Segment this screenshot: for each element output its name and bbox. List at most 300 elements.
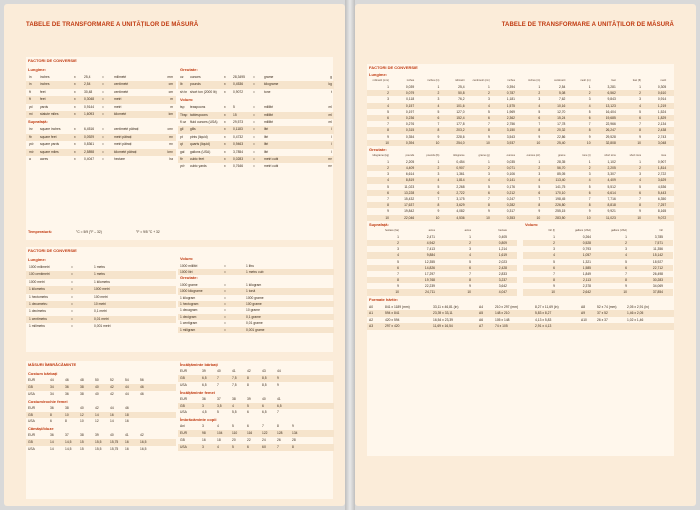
cell: 1,829 bbox=[657, 115, 667, 120]
cell: 0,264 bbox=[582, 234, 591, 239]
cell: centimetri pătrați bbox=[114, 127, 139, 132]
size-row bbox=[178, 437, 334, 444]
cell: USA bbox=[180, 445, 187, 450]
cell: 54 bbox=[125, 378, 129, 382]
size-row bbox=[178, 444, 334, 451]
cell: 1 bbox=[487, 85, 490, 89]
cell: 16,404 bbox=[605, 109, 616, 114]
cell: tone bbox=[264, 89, 271, 94]
section-volume-text: Volum: bbox=[180, 256, 194, 261]
paper-row bbox=[367, 310, 674, 317]
cell: 0,528 bbox=[582, 240, 591, 245]
cell: 0,0929 bbox=[84, 134, 95, 139]
cell: mi² bbox=[29, 149, 34, 154]
cell: A3 bbox=[369, 324, 374, 329]
cell: ft bbox=[29, 89, 31, 94]
cell: A2 bbox=[369, 317, 374, 322]
cell: 40 bbox=[262, 396, 266, 401]
cell: 1,575 bbox=[506, 103, 515, 108]
column-header: tone (t) bbox=[582, 153, 591, 157]
cell: 8 bbox=[50, 412, 52, 417]
cell: 34 bbox=[50, 391, 54, 396]
column-header: acres bbox=[428, 228, 435, 232]
cell: 6 bbox=[538, 190, 541, 195]
cell: 0,787 bbox=[506, 91, 515, 96]
cell: 32,808 bbox=[605, 140, 616, 145]
cell: cm² bbox=[167, 127, 173, 132]
cell: 1,181 bbox=[506, 97, 515, 102]
column-header: hectare bbox=[498, 228, 507, 232]
table-block bbox=[178, 256, 334, 333]
cell: 10 bbox=[637, 215, 641, 220]
cell: x bbox=[224, 156, 226, 161]
cell: 0,9463 bbox=[233, 142, 244, 147]
cell: 17,637 bbox=[404, 203, 415, 208]
cell: litri bbox=[264, 127, 269, 132]
cell: 1 decimetru bbox=[29, 309, 47, 314]
cell: 4,536 bbox=[657, 184, 667, 189]
size-row bbox=[26, 446, 176, 453]
cell: A10 bbox=[581, 317, 587, 322]
cell: 9 bbox=[588, 209, 591, 214]
cell: 0,039 bbox=[405, 85, 415, 89]
cell: 113,40 bbox=[555, 178, 566, 183]
cell: 0,405 bbox=[498, 234, 507, 239]
cell: 1 decametru bbox=[29, 301, 48, 306]
column-header: tone bbox=[661, 153, 667, 157]
cell: 8,5 bbox=[262, 382, 267, 387]
section-length-text: Lungime: bbox=[369, 72, 387, 77]
table-block bbox=[178, 361, 334, 451]
cell: 7 bbox=[588, 122, 591, 127]
cell: 2,378 bbox=[582, 284, 591, 289]
section-area bbox=[26, 118, 176, 126]
cell: = bbox=[102, 111, 104, 116]
cell: USA bbox=[28, 419, 35, 424]
cell: 0,4536 bbox=[233, 82, 244, 87]
cell: 33,11 x 46,81 (in) bbox=[433, 304, 459, 309]
cell: 1,219 bbox=[657, 103, 667, 108]
cell: 1 bbox=[437, 159, 440, 164]
cell: 40 bbox=[80, 405, 84, 410]
cell: 2,428 bbox=[498, 265, 507, 270]
cell: 42 bbox=[110, 384, 114, 389]
cell: l bbox=[331, 127, 332, 132]
column-header: metri (m) bbox=[580, 79, 591, 82]
cell: 3 bbox=[487, 172, 490, 177]
cell: 3 bbox=[639, 97, 641, 102]
row-length bbox=[26, 89, 176, 96]
cell: 28,35 bbox=[557, 159, 566, 164]
column-header: grame (g) bbox=[478, 153, 490, 157]
cell: 4,409 bbox=[405, 166, 415, 171]
cell: 44 bbox=[50, 378, 54, 382]
cell: 101,6 bbox=[456, 103, 465, 108]
cell: 10 bbox=[80, 419, 84, 424]
cell: yards bbox=[40, 104, 49, 109]
cell: 10 bbox=[467, 290, 471, 295]
cell: 39 bbox=[95, 433, 99, 438]
cell: 9 bbox=[437, 134, 440, 139]
cell: 1 kilometru bbox=[29, 287, 46, 292]
cell: 8,818 bbox=[607, 203, 616, 208]
column-header: milimetri bbox=[454, 79, 465, 82]
cell: 134 bbox=[292, 431, 298, 436]
cell: 16 bbox=[125, 447, 129, 452]
cell: 26 bbox=[277, 438, 281, 443]
cell: 10 bbox=[623, 290, 627, 295]
cell: mm bbox=[167, 75, 173, 79]
cell: 3 bbox=[639, 172, 641, 177]
column-header: short tons bbox=[629, 153, 641, 157]
column-header: ounces bbox=[506, 153, 515, 157]
cell: 4 bbox=[232, 403, 234, 408]
cell: 1 bbox=[553, 234, 555, 239]
cell: = bbox=[102, 127, 104, 132]
cell: 8 bbox=[625, 278, 627, 283]
row-volume bbox=[178, 141, 334, 148]
cell: x bbox=[224, 112, 226, 117]
cell: 1 bbox=[387, 85, 389, 89]
cell: 5 bbox=[387, 109, 389, 114]
cell: litri bbox=[264, 142, 269, 147]
cell: 25,4 bbox=[84, 75, 91, 79]
cell: 15,24 bbox=[557, 115, 566, 120]
column-header: feet (ft) bbox=[632, 79, 641, 82]
cell: 0,035 bbox=[506, 159, 515, 164]
cell: 0,276 bbox=[405, 122, 415, 127]
cell: A5 bbox=[479, 311, 484, 316]
cell: tablespoons bbox=[190, 112, 208, 117]
box-header bbox=[26, 57, 333, 65]
cell: metri pătrați bbox=[114, 134, 132, 139]
cell: 10 bbox=[586, 140, 591, 145]
cell: 594 x 841 bbox=[385, 311, 400, 316]
cell: kilometri bbox=[114, 111, 127, 116]
cell: 36 bbox=[65, 391, 69, 396]
cell: 29,528 bbox=[605, 134, 616, 139]
cell: 2,642 bbox=[582, 290, 591, 295]
cell: 52 x 74 (mm) bbox=[597, 304, 617, 309]
cell: Ani bbox=[180, 424, 185, 429]
cell: 22,046 bbox=[404, 215, 415, 220]
cell: 7,5 bbox=[232, 382, 237, 387]
cell: 11,023 bbox=[404, 184, 415, 189]
cell: litri bbox=[264, 134, 269, 139]
cell: = bbox=[102, 75, 104, 79]
section-paper-text: Formate hârtie: bbox=[369, 296, 399, 302]
cell: 8 bbox=[397, 278, 399, 283]
cell: 2,833 bbox=[498, 271, 507, 276]
cell: 7,5 bbox=[232, 375, 237, 380]
column-header: milimetri (mm) bbox=[372, 79, 389, 82]
cell: 1,46 x 2,05 bbox=[627, 311, 644, 316]
cell: 15,432 bbox=[404, 197, 415, 201]
cell: 4,13 x 5,83 bbox=[535, 317, 552, 322]
cell: GB bbox=[180, 438, 185, 443]
cell: EUR bbox=[180, 431, 187, 436]
section-weight-text: Greutate: bbox=[180, 67, 198, 72]
cell: x bbox=[224, 105, 226, 110]
cell: 6,5 bbox=[262, 410, 267, 415]
book-spine bbox=[345, 0, 355, 510]
cell: 10 bbox=[486, 215, 490, 220]
cell: 19,768 bbox=[424, 278, 435, 283]
cell: 5 bbox=[387, 184, 389, 189]
temperature-label: Temperatură: bbox=[28, 230, 52, 234]
section-area-text: Suprafață: bbox=[369, 221, 389, 227]
cell: acres bbox=[40, 156, 49, 161]
cell: = bbox=[253, 127, 255, 132]
cell: 0,106 bbox=[506, 172, 515, 177]
cell: 42 bbox=[140, 433, 144, 438]
cell: 3 bbox=[469, 247, 471, 252]
cell: 7,413 bbox=[426, 247, 435, 252]
cell: 16 bbox=[110, 412, 114, 417]
cell: 100 metri bbox=[94, 294, 108, 299]
cell: 4,409 bbox=[607, 178, 616, 183]
cell: yd² bbox=[29, 142, 34, 147]
cell: 46 bbox=[125, 405, 129, 410]
cell: 0,610 bbox=[657, 91, 667, 96]
cell: x bbox=[74, 127, 76, 132]
cell: 4 bbox=[217, 445, 219, 450]
cell: 8 bbox=[639, 203, 641, 208]
cell: 5 bbox=[487, 184, 490, 189]
cell: 3,048 bbox=[657, 140, 667, 145]
cell: 1,321 bbox=[582, 259, 591, 264]
cell: 0,0283 bbox=[233, 156, 244, 161]
cell: A4 bbox=[479, 304, 484, 309]
cell: 2 bbox=[487, 166, 490, 171]
cell: fl oz bbox=[180, 119, 187, 124]
cell: 4 bbox=[639, 103, 641, 108]
cell: 8 bbox=[292, 445, 294, 450]
row-length bbox=[26, 96, 176, 103]
size-section-f bbox=[178, 416, 334, 423]
size-row bbox=[26, 432, 176, 439]
section-length bbox=[367, 71, 674, 78]
cell: mililitri bbox=[264, 112, 274, 117]
box-header-text: FACTORI DE CONVERSIE bbox=[28, 58, 77, 63]
cell: 116 bbox=[247, 431, 253, 436]
cell: 12,70 bbox=[557, 109, 566, 114]
cell: statute miles bbox=[40, 111, 59, 116]
cell: 2 bbox=[397, 240, 399, 245]
cell: = bbox=[71, 265, 73, 269]
cell: 34,069 bbox=[652, 284, 663, 289]
cell: l bbox=[331, 142, 332, 147]
row-metric-length bbox=[26, 294, 176, 301]
cell: mililitri bbox=[264, 105, 274, 110]
cell: = bbox=[102, 89, 104, 94]
cell: 7 bbox=[487, 122, 490, 127]
cell: = bbox=[71, 287, 73, 292]
cell: = bbox=[253, 149, 255, 154]
cell: 26 x 37 bbox=[597, 317, 608, 322]
cell: 9 bbox=[639, 134, 641, 139]
cell: 0,4047 bbox=[84, 156, 95, 161]
cell: 25,4 bbox=[458, 85, 465, 89]
cell: 1 decigram bbox=[180, 314, 197, 319]
cell: ml bbox=[328, 119, 332, 124]
cell: 22,86 bbox=[557, 134, 566, 139]
cell: 24 bbox=[262, 438, 266, 443]
cell: 0,01 metri bbox=[94, 316, 109, 321]
cell: USA bbox=[180, 382, 187, 387]
cell: 4 bbox=[588, 178, 591, 183]
cell: 46 bbox=[65, 378, 69, 382]
cell: 0,394 bbox=[506, 85, 515, 89]
right-page bbox=[355, 4, 696, 506]
cell: m² bbox=[169, 142, 173, 147]
cell: 4 bbox=[538, 178, 541, 183]
cell: 6 bbox=[247, 410, 249, 415]
cell: 10 bbox=[435, 215, 440, 220]
cell: 8 bbox=[65, 419, 67, 424]
cell: l bbox=[331, 149, 332, 154]
cell: 6,5 bbox=[277, 403, 282, 408]
box-header bbox=[26, 247, 333, 255]
cell: m² bbox=[169, 134, 173, 139]
cell: 7 bbox=[437, 122, 440, 127]
row-volume bbox=[178, 119, 334, 126]
table-block bbox=[178, 66, 334, 171]
column-header: inches (in) bbox=[427, 79, 440, 82]
cell: 198,45 bbox=[555, 197, 566, 201]
cell: 37 bbox=[217, 396, 221, 401]
cell: 0,001 metri bbox=[94, 324, 111, 329]
cell: 5 bbox=[538, 184, 541, 189]
cell: 41 bbox=[232, 369, 236, 373]
table-block bbox=[367, 71, 674, 330]
cell: 283,50 bbox=[555, 215, 566, 220]
row-volume bbox=[178, 156, 334, 163]
cell: metri pătrați bbox=[114, 142, 132, 147]
cell: 4 bbox=[538, 103, 541, 108]
cell: 0,176 bbox=[506, 184, 515, 189]
cell: 6 bbox=[387, 115, 389, 120]
cell: 10 metri bbox=[94, 301, 106, 306]
cell: 6 bbox=[397, 265, 399, 270]
cell: 8,165 bbox=[657, 209, 667, 214]
cell: 7 bbox=[538, 122, 541, 127]
cell: 5 bbox=[553, 259, 555, 264]
cell: 4 bbox=[397, 253, 399, 258]
cell: 2 bbox=[588, 166, 591, 171]
cell: 0,3048 bbox=[84, 97, 95, 102]
cell: 7 bbox=[277, 410, 279, 415]
table-block bbox=[523, 221, 673, 296]
column-header: pounds bbox=[405, 153, 415, 157]
cell: x bbox=[74, 97, 76, 102]
cell: 5 bbox=[639, 109, 641, 114]
cell: 4 bbox=[588, 103, 591, 108]
cell: = bbox=[253, 156, 255, 161]
cell: GB bbox=[180, 375, 185, 380]
row-metric-length bbox=[26, 308, 176, 315]
temperature-formula: °F = 9/5 °C + 32 bbox=[136, 230, 160, 234]
cell: 3 bbox=[437, 97, 440, 102]
cell: 8 bbox=[437, 128, 440, 133]
cell: 76,2 bbox=[458, 97, 465, 102]
cell: 8 bbox=[387, 128, 389, 133]
cell: square yards bbox=[40, 142, 60, 147]
row-metric-length bbox=[26, 316, 176, 323]
cell: x bbox=[224, 134, 226, 139]
cell: ml bbox=[328, 105, 332, 110]
cell: 4,5 bbox=[202, 410, 207, 415]
cell: = bbox=[253, 75, 255, 79]
cell: 22,966 bbox=[605, 122, 616, 127]
cell: 0,793 bbox=[582, 247, 591, 252]
cell: = bbox=[102, 104, 104, 109]
cell: = bbox=[224, 301, 226, 306]
cell: 9 bbox=[437, 209, 440, 214]
cell: 3,785 bbox=[654, 234, 663, 239]
cell: 7 bbox=[387, 197, 389, 201]
cell: 4 bbox=[387, 178, 389, 183]
cell: 22,712 bbox=[652, 265, 663, 270]
cell: 56 bbox=[140, 378, 144, 382]
cell: 4,082 bbox=[456, 209, 465, 214]
cell: 37 bbox=[65, 433, 69, 438]
cell: = bbox=[224, 308, 226, 313]
cell: EUR bbox=[28, 405, 35, 410]
cell: 1,361 bbox=[456, 172, 465, 177]
cell: 1000 litri bbox=[180, 269, 193, 274]
cell: 1,02 x 1,46 bbox=[627, 317, 644, 322]
cell: kg bbox=[328, 82, 332, 87]
row-weight bbox=[178, 74, 334, 81]
cell: metri bbox=[114, 97, 122, 102]
row-volume bbox=[178, 112, 334, 119]
cell: litri bbox=[264, 149, 269, 154]
cell: 7 bbox=[625, 271, 627, 276]
cell: yd³ bbox=[180, 164, 185, 169]
size-row bbox=[178, 382, 334, 389]
cell: 39 bbox=[247, 396, 251, 401]
cell: 2,268 bbox=[456, 184, 465, 189]
cell: hectare bbox=[114, 156, 125, 161]
cell: x bbox=[224, 164, 226, 169]
cell: 40 bbox=[217, 369, 221, 373]
cell: 7 bbox=[639, 122, 641, 127]
cell: 26,247 bbox=[605, 128, 616, 133]
cell: cm bbox=[168, 89, 173, 94]
cell: 6,614 bbox=[405, 172, 415, 177]
cell: = bbox=[71, 324, 73, 329]
cell: 1 bbox=[538, 85, 541, 89]
cell: 10 bbox=[385, 140, 389, 145]
cell: 10 bbox=[536, 140, 541, 145]
cell: x bbox=[224, 142, 226, 147]
cell: 2 bbox=[625, 240, 627, 245]
cell: sh tn bbox=[180, 89, 188, 94]
cell: 19,685 bbox=[605, 115, 616, 120]
conversion-tables-box bbox=[367, 64, 674, 456]
cell: 6 bbox=[588, 115, 591, 120]
cell: 6,4516 bbox=[84, 127, 95, 132]
cell: 9,921 bbox=[607, 209, 616, 214]
cell: 1,6093 bbox=[84, 111, 95, 116]
section-weight bbox=[367, 146, 674, 153]
column-header: feet bbox=[611, 79, 616, 82]
cell: 6 bbox=[247, 424, 249, 429]
cell: 3 bbox=[437, 172, 440, 177]
column-header: litri bbox=[659, 228, 663, 232]
cell: t bbox=[331, 89, 332, 94]
